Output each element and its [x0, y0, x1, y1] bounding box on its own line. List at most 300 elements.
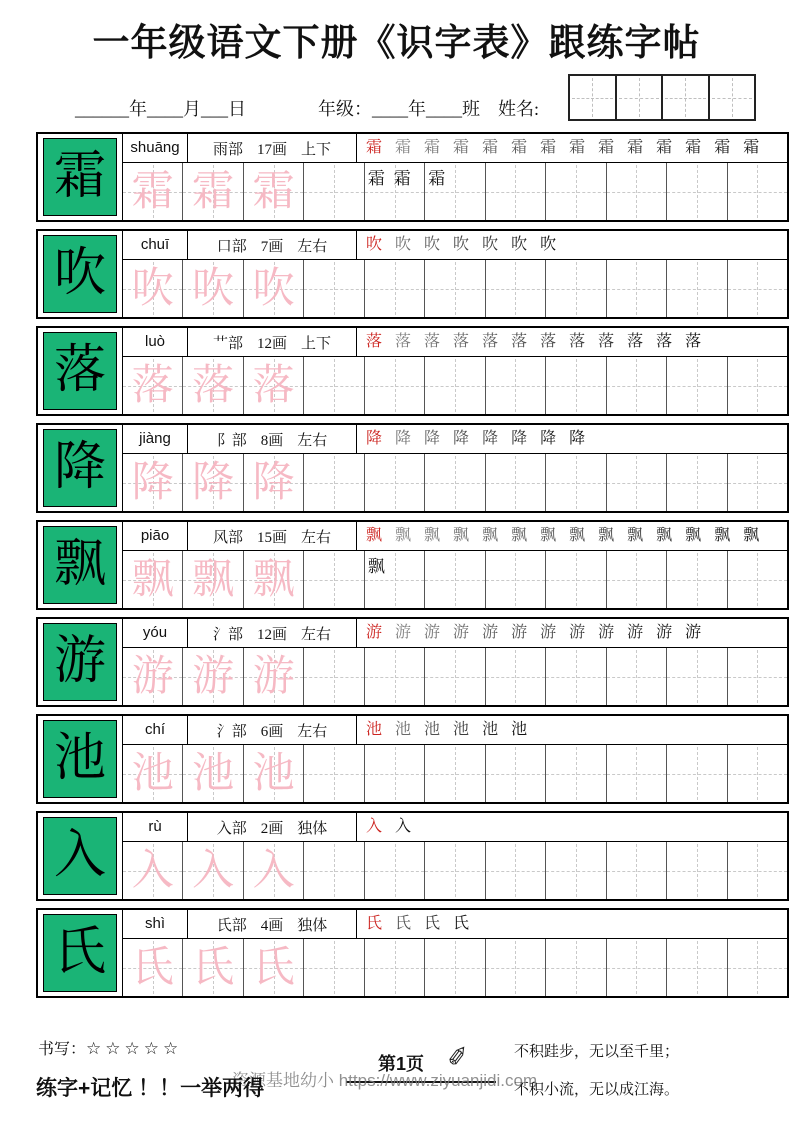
practice-cell: [486, 648, 546, 705]
stroke-step: 游: [540, 624, 557, 641]
row-right-area: [123, 328, 787, 414]
stroke-step: 游: [395, 624, 412, 641]
stroke-step: 霜: [743, 139, 760, 156]
practice-cell: [244, 454, 304, 511]
practice-cell: [183, 842, 243, 899]
stroke-count-label: 7画: [260, 238, 284, 255]
practice-cell: [607, 551, 667, 608]
char-glyph: 降: [53, 439, 106, 496]
practice-cell: [667, 163, 727, 220]
stroke-step: 降: [482, 430, 499, 447]
char-column: [38, 522, 123, 608]
practice-cell: [304, 551, 364, 608]
char-glyph: 霜: [53, 148, 106, 205]
radical-label: 雨部: [212, 141, 243, 158]
stroke-step: 降: [395, 430, 412, 447]
stroke-step: 落: [366, 333, 383, 350]
stroke-step: 吹: [482, 236, 499, 253]
trace-char: 落: [131, 362, 174, 409]
row-right-area: [123, 813, 787, 899]
practice-cell: [304, 842, 364, 899]
trace-char: 游: [252, 653, 295, 700]
practice-cell: [667, 260, 727, 317]
stroke-step: 落: [482, 333, 499, 350]
practice-cell: [244, 551, 304, 608]
practice-cell: [728, 357, 787, 414]
stroke-step: 飘: [424, 527, 441, 544]
practice-cell: [546, 745, 606, 802]
char-box: [43, 817, 117, 895]
practice-cell: [425, 454, 485, 511]
stroke-step: 游: [511, 624, 528, 641]
row-block: [36, 811, 789, 901]
practice-cell: [365, 745, 425, 802]
trace-char: 飘: [131, 556, 174, 603]
stroke-step: 霜: [540, 139, 557, 156]
stroke-step: 落: [424, 333, 441, 350]
practice-cell: [123, 648, 183, 705]
practice-row: [123, 648, 787, 705]
practice-cell: [244, 260, 304, 317]
stroke-step: 氏: [395, 915, 412, 932]
practice-cell: [365, 163, 425, 220]
char-column: [38, 813, 123, 899]
structure-label: 左右: [301, 626, 332, 643]
trace-char: 降: [252, 459, 295, 506]
structure-label: 独体: [297, 820, 328, 837]
stroke-step: 霜: [598, 139, 615, 156]
stroke-step: 池: [424, 721, 441, 738]
stroke-step: 飘: [540, 527, 557, 544]
trace-char: 吹: [131, 265, 174, 312]
stroke-step: 降: [366, 430, 383, 447]
slogan: 练字+记忆 ！！一举两得: [36, 1077, 265, 1100]
practice-cell: [667, 551, 727, 608]
stroke-order-strip: [357, 619, 787, 647]
char-box: [43, 720, 117, 798]
stroke-step: 入: [395, 818, 412, 835]
char-info: [188, 328, 357, 356]
name-grid-cell: [661, 76, 708, 119]
name-grid: [568, 74, 756, 121]
practice-cell: [486, 551, 546, 608]
watermark: 资源基地幼小 https://www.ziyuanjidi.com: [232, 1071, 538, 1090]
practice-cell: [365, 260, 425, 317]
proverb-line-2: 不积小流，无以成江海。: [514, 1082, 680, 1098]
trace-char: 吹: [192, 265, 235, 312]
practice-cell: [546, 454, 606, 511]
class-name-line: 年级：____年____班 姓名:: [318, 99, 540, 119]
stroke-step: 落: [453, 333, 470, 350]
stroke-count-label: 8画: [260, 432, 284, 449]
stroke-step: 霜: [656, 139, 673, 156]
practice-cell: [123, 842, 183, 899]
stroke-step: 池: [395, 721, 412, 738]
practice-cell: [123, 551, 183, 608]
practice-cell: [304, 648, 364, 705]
stroke-step: 落: [598, 333, 615, 350]
stroke-step: 游: [453, 624, 470, 641]
practice-cell: [607, 648, 667, 705]
stroke-step: 游: [482, 624, 499, 641]
structure-label: 左右: [301, 529, 332, 546]
practice-cell: [304, 745, 364, 802]
practice-row: [123, 939, 787, 996]
practice-cell: [546, 551, 606, 608]
overflow-chars: 霜霜: [367, 169, 420, 188]
practice-row: [123, 551, 787, 608]
trace-char: 降: [192, 459, 235, 506]
structure-label: 左右: [297, 238, 328, 255]
stroke-step: 落: [540, 333, 557, 350]
trace-char: 池: [192, 750, 235, 797]
practice-cell: [607, 939, 667, 996]
practice-cell: [123, 939, 183, 996]
trace-char: 游: [192, 653, 235, 700]
practice-cell: [123, 454, 183, 511]
practice-cell: [607, 357, 667, 414]
stroke-step: 霜: [453, 139, 470, 156]
row-block: [36, 326, 789, 416]
stroke-step: 池: [453, 721, 470, 738]
row-right-area: [123, 425, 787, 511]
practice-cell: [183, 454, 243, 511]
char-column: [38, 328, 123, 414]
practice-cell: [425, 260, 485, 317]
char-info: [188, 134, 357, 162]
stroke-step: 飘: [656, 527, 673, 544]
practice-cell: [667, 939, 727, 996]
practice-cell: [728, 551, 787, 608]
radical-label: 入部: [216, 820, 247, 837]
stroke-step: 降: [540, 430, 557, 447]
stroke-step: 飘: [366, 527, 383, 544]
practice-cell: [183, 357, 243, 414]
stroke-step: 落: [569, 333, 586, 350]
practice-cell: [728, 260, 787, 317]
stroke-count-label: 12画: [256, 335, 287, 352]
practice-cell: [244, 842, 304, 899]
practice-cell: [365, 939, 425, 996]
stroke-step: 霜: [714, 139, 731, 156]
practice-cell: [244, 648, 304, 705]
char-info: [188, 231, 357, 259]
stroke-order-strip: [357, 813, 787, 841]
stroke-step: 落: [685, 333, 702, 350]
practice-row: [123, 745, 787, 802]
char-box: [43, 235, 117, 313]
practice-row: [123, 260, 787, 317]
practice-cell: [425, 163, 485, 220]
practice-cell: [123, 357, 183, 414]
char-column: [38, 134, 123, 220]
practice-cell: [546, 842, 606, 899]
overflow-chars: 霜: [428, 169, 455, 188]
practice-cell: [486, 357, 546, 414]
practice-cell: [667, 745, 727, 802]
date-line: ______年____月___日: [75, 99, 246, 119]
trace-char: 落: [252, 362, 295, 409]
practice-cell: [365, 551, 425, 608]
radical-label: 风部: [212, 529, 243, 546]
practice-cell: [304, 357, 364, 414]
practice-cell: [728, 648, 787, 705]
practice-cell: [123, 745, 183, 802]
char-glyph: 池: [53, 730, 106, 787]
practice-cell: [244, 745, 304, 802]
stroke-step: 吹: [511, 236, 528, 253]
trace-char: 霜: [192, 168, 235, 215]
stroke-step: 落: [395, 333, 412, 350]
practice-cell: [728, 454, 787, 511]
row-top-strip: [123, 522, 787, 551]
radical-label: 氵部: [212, 626, 243, 643]
stroke-count-label: 17画: [256, 141, 287, 158]
practice-cell: [546, 260, 606, 317]
stroke-step: 飘: [569, 527, 586, 544]
practice-row: [123, 842, 787, 899]
practice-cell: [667, 454, 727, 511]
pinyin-label: piāo: [123, 522, 188, 550]
practice-cell: [546, 163, 606, 220]
practice-cell: [486, 260, 546, 317]
row-right-area: [123, 231, 787, 317]
stroke-step: 吹: [540, 236, 557, 253]
pinyin-label: rù: [123, 813, 188, 841]
star-icons: ☆☆☆☆☆: [86, 1039, 183, 1058]
row-top-strip: [123, 619, 787, 648]
trace-char: 氏: [252, 944, 295, 991]
char-info: [188, 813, 357, 841]
practice-cell: [365, 454, 425, 511]
radical-label: 口部: [216, 238, 247, 255]
practice-cell: [486, 163, 546, 220]
char-box: [43, 332, 117, 410]
structure-label: 左右: [297, 723, 328, 740]
char-column: [38, 231, 123, 317]
stroke-step: 霜: [685, 139, 702, 156]
pinyin-label: jiàng: [123, 425, 188, 453]
radical-label: 氏部: [216, 917, 247, 934]
pinyin-label: chuī: [123, 231, 188, 259]
stroke-step: 降: [511, 430, 528, 447]
row-top-strip: [123, 231, 787, 260]
trace-char: 入: [192, 847, 235, 894]
rating-line: [38, 1036, 182, 1059]
stroke-step: 霜: [511, 139, 528, 156]
stroke-count-label: 4画: [260, 917, 284, 934]
stroke-order-strip: [357, 134, 787, 162]
stroke-step: 霜: [395, 139, 412, 156]
practice-cell: [304, 939, 364, 996]
pinyin-label: shì: [123, 910, 188, 938]
row-top-strip: [123, 716, 787, 745]
stroke-order-strip: [357, 522, 787, 550]
practice-cell: [183, 939, 243, 996]
practice-cell: [244, 357, 304, 414]
practice-row: [123, 454, 787, 511]
row-right-area: [123, 716, 787, 802]
practice-cell: [486, 939, 546, 996]
practice-cell: [607, 260, 667, 317]
char-glyph: 氏: [53, 924, 106, 981]
row-block: [36, 423, 789, 513]
row-top-strip: [123, 425, 787, 454]
practice-cell: [183, 163, 243, 220]
row-top-strip: [123, 134, 787, 163]
structure-label: 上下: [301, 141, 332, 158]
trace-char: 入: [252, 847, 295, 894]
stroke-order-strip: [357, 231, 787, 259]
row-top-strip: [123, 910, 787, 939]
pinyin-label: chí: [123, 716, 188, 744]
char-column: [38, 910, 123, 996]
name-grid-cell: [708, 76, 755, 119]
trace-char: 落: [192, 362, 235, 409]
structure-label: 左右: [297, 432, 328, 449]
row-block: [36, 520, 789, 610]
stroke-step: 飘: [627, 527, 644, 544]
char-glyph: 游: [53, 633, 106, 690]
trace-char: 氏: [192, 944, 235, 991]
rows: [36, 132, 789, 1005]
stroke-step: 吹: [424, 236, 441, 253]
stroke-step: 降: [569, 430, 586, 447]
structure-label: 独体: [297, 917, 328, 934]
stroke-step: 吹: [395, 236, 412, 253]
pinyin-label: yóu: [123, 619, 188, 647]
practice-cell: [304, 163, 364, 220]
stroke-step: 飘: [395, 527, 412, 544]
structure-label: 上下: [301, 335, 332, 352]
stroke-step: 游: [627, 624, 644, 641]
row-block: [36, 714, 789, 804]
trace-char: 游: [131, 653, 174, 700]
practice-cell: [425, 939, 485, 996]
practice-cell: [304, 454, 364, 511]
practice-row: [123, 163, 787, 220]
practice-cell: [728, 842, 787, 899]
radical-label: 氵部: [216, 723, 247, 740]
char-box: [43, 623, 117, 701]
practice-cell: [546, 939, 606, 996]
char-box: [43, 914, 117, 992]
char-info: [188, 619, 357, 647]
name-grid-cell: [570, 76, 615, 119]
rating-label: 书写：: [38, 1041, 87, 1058]
practice-row: [123, 357, 787, 414]
row-block: [36, 132, 789, 222]
char-info: [188, 910, 357, 938]
practice-cell: [425, 745, 485, 802]
stroke-step: 降: [453, 430, 470, 447]
stroke-step: 霜: [424, 139, 441, 156]
char-glyph: 飘: [53, 536, 106, 593]
trace-char: 入: [131, 847, 174, 894]
row-block: [36, 229, 789, 319]
trace-char: 池: [131, 750, 174, 797]
char-box: [43, 526, 117, 604]
char-box: [43, 138, 117, 216]
practice-cell: [365, 357, 425, 414]
practice-cell: [728, 745, 787, 802]
char-glyph: 落: [53, 342, 106, 399]
stroke-step: 霜: [482, 139, 499, 156]
practice-cell: [607, 842, 667, 899]
practice-cell: [728, 939, 787, 996]
practice-cell: [607, 745, 667, 802]
stroke-step: 落: [627, 333, 644, 350]
stroke-step: 霜: [627, 139, 644, 156]
page-title: 一年级语文下册《识字表》跟练字帖: [92, 22, 701, 63]
practice-cell: [183, 648, 243, 705]
pencil-icon: ✐: [444, 1040, 471, 1074]
row-top-strip: [123, 328, 787, 357]
stroke-step: 入: [366, 818, 383, 835]
trace-char: 氏: [131, 944, 174, 991]
practice-cell: [486, 745, 546, 802]
practice-cell: [667, 357, 727, 414]
char-info: [188, 425, 357, 453]
pinyin-label: shuāng: [123, 134, 188, 162]
stroke-step: 飘: [743, 527, 760, 544]
practice-cell: [425, 842, 485, 899]
stroke-step: 吹: [366, 236, 383, 253]
practice-cell: [607, 163, 667, 220]
stroke-count-label: 15画: [256, 529, 287, 546]
stroke-step: 氏: [424, 915, 441, 932]
stroke-step: 飘: [453, 527, 470, 544]
stroke-order-strip: [357, 716, 787, 744]
practice-cell: [667, 842, 727, 899]
stroke-step: 吹: [453, 236, 470, 253]
stroke-step: 池: [511, 721, 528, 738]
char-glyph: 入: [53, 827, 106, 884]
practice-cell: [123, 260, 183, 317]
char-column: [38, 619, 123, 705]
practice-cell: [123, 163, 183, 220]
stroke-step: 游: [569, 624, 586, 641]
row-top-strip: [123, 813, 787, 842]
char-info: [188, 716, 357, 744]
stroke-step: 飘: [714, 527, 731, 544]
stroke-step: 飘: [598, 527, 615, 544]
stroke-step: 降: [424, 430, 441, 447]
overflow-chars: 飘: [367, 557, 394, 576]
stroke-step: 氏: [366, 915, 383, 932]
practice-cell: [365, 842, 425, 899]
trace-char: 霜: [252, 168, 295, 215]
char-column: [38, 425, 123, 511]
page-number: 第1页: [378, 1054, 425, 1074]
practice-cell: [667, 648, 727, 705]
practice-cell: [728, 163, 787, 220]
trace-char: 飘: [252, 556, 295, 603]
practice-cell: [183, 260, 243, 317]
practice-cell: [183, 745, 243, 802]
practice-cell: [425, 357, 485, 414]
practice-cell: [183, 551, 243, 608]
row-block: [36, 617, 789, 707]
stroke-step: 飘: [685, 527, 702, 544]
practice-cell: [425, 648, 485, 705]
char-info: [188, 522, 357, 550]
name-grid-cell: [615, 76, 662, 119]
radical-label: 艹部: [212, 335, 243, 352]
stroke-step: 氏: [453, 915, 470, 932]
practice-cell: [244, 163, 304, 220]
stroke-step: 游: [598, 624, 615, 641]
